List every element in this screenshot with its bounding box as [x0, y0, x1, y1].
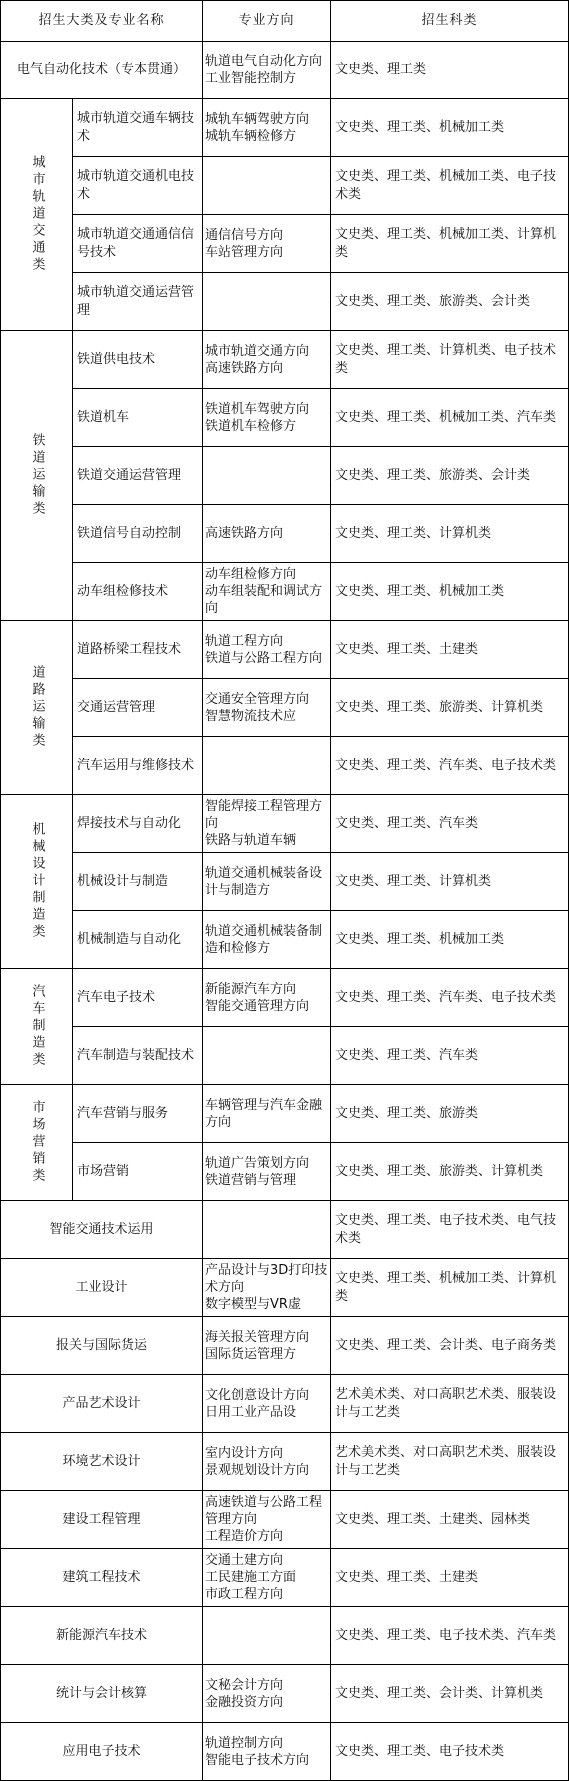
table-row — [1, 447, 569, 505]
table-row — [1, 505, 569, 563]
major-direction: 动车组检修方向 动车组装配和调试方向 — [203, 563, 331, 621]
major-direction: 轨道交通机械装备制造和检修方 — [203, 911, 331, 969]
major-direction: 轨道电气自动化方向 工业智能控制方 — [203, 42, 331, 99]
major-direction: 交通安全管理方向 智慧物流技术应 — [203, 679, 331, 737]
table-row — [1, 737, 569, 795]
major-subjects: 文史类、理工类、会计类、计算机类 — [331, 1665, 569, 1723]
major-direction: 车辆管理与汽车金融方向 — [203, 1085, 331, 1143]
major-direction — [203, 447, 331, 505]
table-row — [1, 795, 569, 853]
header-subjects: 招生科类 — [331, 1, 569, 42]
major-direction: 轨道广告策划方向 铁道营销与管理 — [203, 1143, 331, 1201]
major-subjects: 文史类、理工类 — [331, 42, 569, 99]
major-subjects: 文史类、理工类、旅游类、计算机类 — [331, 1143, 569, 1201]
major-subjects: 文史类、理工类、旅游类、会计类 — [331, 273, 569, 331]
major-subjects: 文史类、理工类、电子技术类 — [331, 1723, 569, 1781]
table-row — [1, 215, 569, 273]
major-name: 铁道信号自动控制 — [73, 505, 203, 563]
major-subjects: 艺术美术类、对口高职艺术类、服装设计与工艺类 — [331, 1375, 569, 1433]
major-direction: 文秘会计方向 金融投资方向 — [203, 1665, 331, 1723]
major-name: 汽车电子技术 — [73, 969, 203, 1027]
major-direction: 轨道交通机械装备设计与制造方 — [203, 853, 331, 911]
major-name: 城市轨道交通通信信号技术 — [73, 215, 203, 273]
major-subjects: 文史类、理工类、汽车类、电子技术类 — [331, 737, 569, 795]
major-name: 建筑工程技术 — [1, 1549, 203, 1607]
major-name: 汽车营销与服务 — [73, 1085, 203, 1143]
table-row — [1, 1375, 569, 1433]
table-row — [1, 969, 569, 1027]
major-subjects: 文史类、理工类、计算机类、电子技术类 — [331, 331, 569, 389]
major-name: 市场营销 — [73, 1143, 203, 1201]
major-subjects: 文史类、理工类、土建类 — [331, 1549, 569, 1607]
major-direction — [203, 1607, 331, 1665]
table-row — [1, 389, 569, 447]
table-row — [1, 99, 569, 157]
major-name: 环境艺术设计 — [1, 1433, 203, 1491]
major-subjects: 文史类、理工类、机械加工类、计算机类 — [331, 1259, 569, 1317]
major-direction: 室内设计方向 景观规划设计方向 — [203, 1433, 331, 1491]
group-label: 汽车制造类 — [1, 969, 73, 1085]
major-subjects: 文史类、理工类、会计类、电子商务类 — [331, 1317, 569, 1375]
major-subjects: 文史类、理工类、计算机类 — [331, 505, 569, 563]
major-name: 机械设计与制造 — [73, 853, 203, 911]
table-row — [1, 1259, 569, 1317]
table-row — [1, 1607, 569, 1665]
major-name: 城市轨道交通车辆技术 — [73, 99, 203, 157]
table-row — [1, 1549, 569, 1607]
table-row — [1, 1027, 569, 1085]
table-row — [1, 563, 569, 621]
table-row — [1, 679, 569, 737]
major-direction: 产品设计与3D打印技术方向 数字模型与VR虚 — [203, 1259, 331, 1317]
major-subjects: 文史类、理工类、机械加工类、电子技术类 — [331, 157, 569, 215]
group-label: 道路运输类 — [1, 621, 73, 795]
major-subjects: 文史类、理工类、土建类 — [331, 621, 569, 679]
major-name: 铁道交通运营管理 — [73, 447, 203, 505]
major-name: 建设工程管理 — [1, 1491, 203, 1549]
major-subjects: 文史类、理工类、机械加工类、汽车类 — [331, 389, 569, 447]
major-subjects: 文史类、理工类、机械加工类 — [331, 911, 569, 969]
table-row — [1, 853, 569, 911]
major-direction — [203, 1201, 331, 1259]
major-name: 铁道供电技术 — [73, 331, 203, 389]
table-row — [1, 273, 569, 331]
major-direction: 轨道工程方向 铁道与公路工程方向 — [203, 621, 331, 679]
major-direction: 高速铁路方向 — [203, 505, 331, 563]
major-subjects: 文史类、理工类、汽车类 — [331, 1027, 569, 1085]
major-name: 交通运营管理 — [73, 679, 203, 737]
major-name: 新能源汽车技术 — [1, 1607, 203, 1665]
table-row — [1, 1085, 569, 1143]
table-row — [1, 911, 569, 969]
major-name: 产品艺术设计 — [1, 1375, 203, 1433]
table-row — [1, 621, 569, 679]
major-subjects: 文史类、理工类、汽车类 — [331, 795, 569, 853]
major-subjects: 文史类、理工类、土建类、园林类 — [331, 1491, 569, 1549]
major-subjects: 文史类、理工类、旅游类 — [331, 1085, 569, 1143]
table-row — [1, 1201, 569, 1259]
major-name: 道路桥梁工程技术 — [73, 621, 203, 679]
major-direction: 交通土建方向 工民建施工方面 市政工程方向 — [203, 1549, 331, 1607]
major-subjects: 文史类、理工类、电子技术类、汽车类 — [331, 1607, 569, 1665]
table-header-row — [1, 1, 569, 42]
table-row — [1, 1143, 569, 1201]
table-row — [1, 42, 569, 99]
major-direction: 城市轨道交通方向 高速铁路方向 — [203, 331, 331, 389]
header-direction: 专业方向 — [203, 1, 331, 42]
table-row — [1, 1433, 569, 1491]
major-direction: 海关报关管理方向 国际货运管理方 — [203, 1317, 331, 1375]
major-direction: 文化创意设计方向 日用工业产品设 — [203, 1375, 331, 1433]
table-row — [1, 331, 569, 389]
major-direction: 轨道控制方向 智能电子技术方向 — [203, 1723, 331, 1781]
group-label: 市场营销类 — [1, 1085, 73, 1201]
major-direction: 城轨车辆驾驶方向 城轨车辆检修方 — [203, 99, 331, 157]
group-label: 机械设计制造类 — [1, 795, 73, 969]
major-direction — [203, 1027, 331, 1085]
major-subjects: 文史类、理工类、机械加工类 — [331, 99, 569, 157]
major-name: 报关与国际货运 — [1, 1317, 203, 1375]
major-subjects: 文史类、理工类、机械加工类、计算机类 — [331, 215, 569, 273]
major-name: 电气自动化技术（专本贯通） — [1, 42, 203, 99]
major-direction — [203, 157, 331, 215]
major-subjects: 文史类、理工类、旅游类、计算机类 — [331, 679, 569, 737]
major-name: 铁道机车 — [73, 389, 203, 447]
major-subjects: 文史类、理工类、汽车类、电子技术类 — [331, 969, 569, 1027]
major-name: 应用电子技术 — [1, 1723, 203, 1781]
major-name: 汽车运用与维修技术 — [73, 737, 203, 795]
major-name: 工业设计 — [1, 1259, 203, 1317]
major-name: 动车组检修技术 — [73, 563, 203, 621]
major-direction: 通信信号方向 车站管理方向 — [203, 215, 331, 273]
major-name: 统计与会计核算 — [1, 1665, 203, 1723]
table-row — [1, 1317, 569, 1375]
table-row — [1, 1723, 569, 1781]
major-direction: 新能源汽车方向 智能交通管理方向 — [203, 969, 331, 1027]
major-subjects: 文史类、理工类、计算机类 — [331, 853, 569, 911]
major-subjects: 文史类、理工类、机械加工类 — [331, 563, 569, 621]
major-name: 焊接技术与自动化 — [73, 795, 203, 853]
major-direction: 高速铁道与公路工程管理方向 工程造价方向 — [203, 1491, 331, 1549]
major-name: 机械制造与自动化 — [73, 911, 203, 969]
major-name: 智能交通技术运用 — [1, 1201, 203, 1259]
major-subjects: 艺术美术类、对口高职艺术类、服装设计与工艺类 — [331, 1433, 569, 1491]
table-row — [1, 1491, 569, 1549]
major-name: 城市轨道交通机电技术 — [73, 157, 203, 215]
major-name: 城市轨道交通运营管理 — [73, 273, 203, 331]
table-row — [1, 1665, 569, 1723]
major-subjects: 文史类、理工类、电子技术类、电气技术类 — [331, 1201, 569, 1259]
major-direction: 智能焊接工程管理方向 铁路与轨道车辆 — [203, 795, 331, 853]
major-direction: 铁道机车驾驶方向 铁道机车检修方 — [203, 389, 331, 447]
group-label: 铁道运输类 — [1, 331, 73, 621]
group-label: 城市轨道交通类 — [1, 99, 73, 331]
major-direction — [203, 737, 331, 795]
major-name: 汽车制造与装配技术 — [73, 1027, 203, 1085]
header-major: 招生大类及专业名称 — [1, 1, 203, 42]
major-direction — [203, 273, 331, 331]
major-subjects: 文史类、理工类、旅游类、会计类 — [331, 447, 569, 505]
table-row — [1, 157, 569, 215]
